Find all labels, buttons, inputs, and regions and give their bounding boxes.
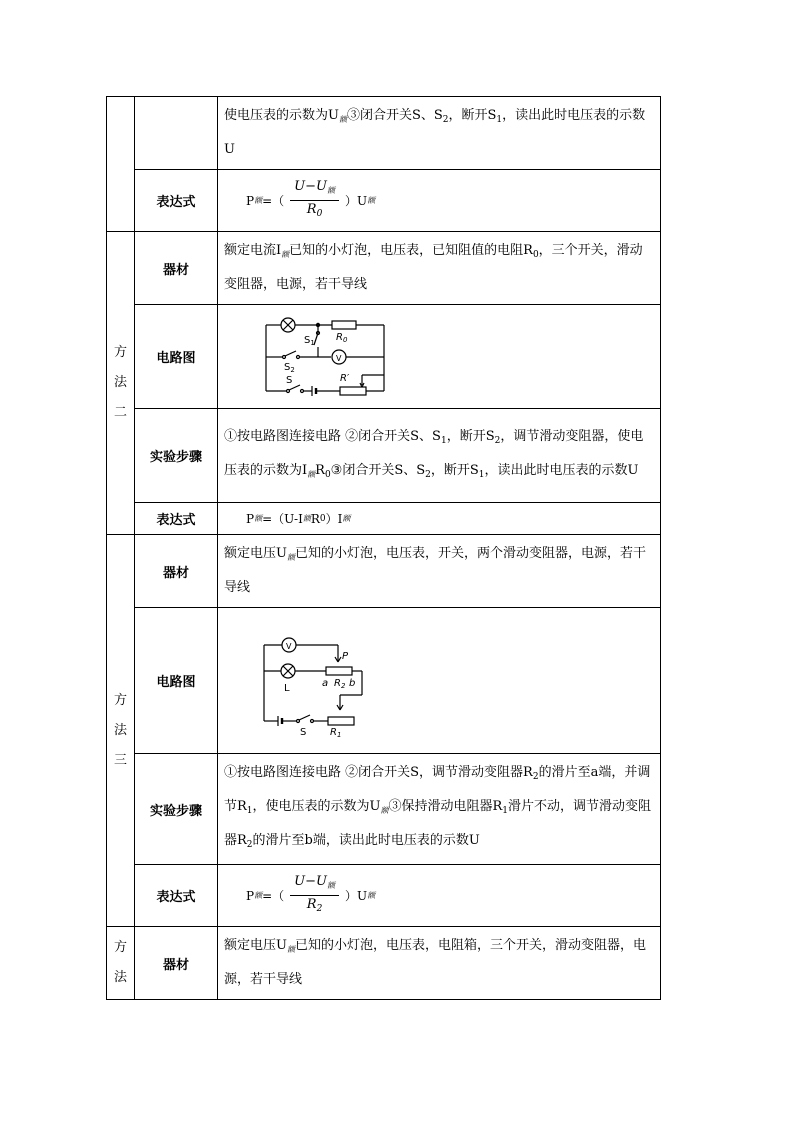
expr-cell [218,865,661,927]
table-row [107,865,661,927]
expr-label: 表达式 [135,503,218,535]
svg-text:V: V [336,353,342,363]
formula: P 额 =（ $\frac{U-U_额}{R_0}$ ）U 额 [218,178,660,223]
steps-content: ①按电路图连接电路 ②闭合开关S，调节滑动变阻器$R_2$的滑片至a端，并调节$R_1$，使电压表的示数为$U_额③$保持滑动电阻器$R_1$滑片不动，调节滑动变阻器$R_2$的滑片至b端，读出此时电压表的示数U [218,754,661,865]
table-row [107,97,661,170]
svg-text:L: L [284,682,290,694]
svg-text:S1: $S_1$ [304,334,315,347]
formula: P 额 =（U-I 额 R 0 ）I 额 [246,511,351,526]
svg-text:S2: $S_2$ [284,361,295,374]
equip-content: 额定电压$U_额$已知的小灯泡，电压表，开关，两个滑动变阻器，电源，若干导线 [218,535,661,608]
expr-cell [218,503,661,535]
circuit-cell [218,305,661,409]
svg-text:P: P [342,650,349,662]
table-row [107,927,661,1000]
svg-text:V: V [286,641,292,651]
steps-label: 实验步骤 [135,409,218,503]
svg-text:a: a [322,677,329,689]
table-row [107,409,661,503]
svg-text:S: S [300,726,307,737]
table-row [107,305,661,409]
svg-text:R2: $R_2$ [334,677,346,690]
steps-content: ①按电路图连接电路 ②闭合开关S、$S_1$，断开$S_2$，调节滑动变阻器，使电压表的示数为$I_额R_0③$闭合开关S、$S_2$，断开$S_1$，读出此时电压表的示数U [218,409,661,503]
rheostat-r1-icon [328,717,354,725]
equip-label: 器材 [135,535,218,608]
table-row [107,503,661,535]
svg-text:R1: $R_1$ [330,726,342,737]
table-row [107,232,661,305]
methods-table [106,96,661,1000]
steps-label: 实验步骤 [135,754,218,865]
circuit-cell [218,608,661,754]
steps-continued: 使电压表的示数为$U_额③$闭合开关S、$S_2$，断开$S_1$，读出此时电压表的示数U [218,97,661,170]
expr-cell [218,170,661,232]
empty-label-cell [135,97,218,170]
equip-content: 额定电流$I_额$已知的小灯泡，电压表，已知阻值的电阻$R_0$，三个开关，滑动变阻器，电源，若干导线 [218,232,661,305]
table-row [107,754,661,865]
rheostat-icon [340,387,366,395]
method-2-label: 方 法 二 [107,232,135,535]
method-3-label: 方 法 三 [107,535,135,927]
table-row [107,170,661,232]
table-row [107,608,661,754]
expr-label: 表达式 [135,865,218,927]
fraction: $\frac{U-U_额}{R_2}$ [290,873,339,918]
fraction: $\frac{U-U_额}{R_0}$ [290,178,339,223]
svg-text:b: b [349,677,356,689]
svg-text:S: S [286,374,293,386]
method-4-label: 方 法 [107,927,135,1000]
table-row [107,535,661,608]
equip-content: 额定电压$U_额$已知的小灯泡，电压表，电阻箱，三个开关，滑动变阻器，电源，若干导线 [218,927,661,1000]
svg-text:R′: R′ [340,372,350,384]
resistor-icon [332,321,356,329]
expr-label: 表达式 [135,170,218,232]
method-cell-prev [107,97,135,232]
rheostat-r2-icon [326,667,352,675]
circuit-label: 电路图 [135,608,218,754]
formula: P 额 =（ $\frac{U-U_额}{R_2}$ ）U 额 [218,873,660,918]
svg-text:R0: $R_0$ [336,331,348,344]
equip-label: 器材 [135,927,218,1000]
circuit-diagram-3 [256,625,386,737]
equip-label: 器材 [135,232,218,305]
circuit-diagram-2 [256,309,396,405]
circuit-label: 电路图 [135,305,218,409]
